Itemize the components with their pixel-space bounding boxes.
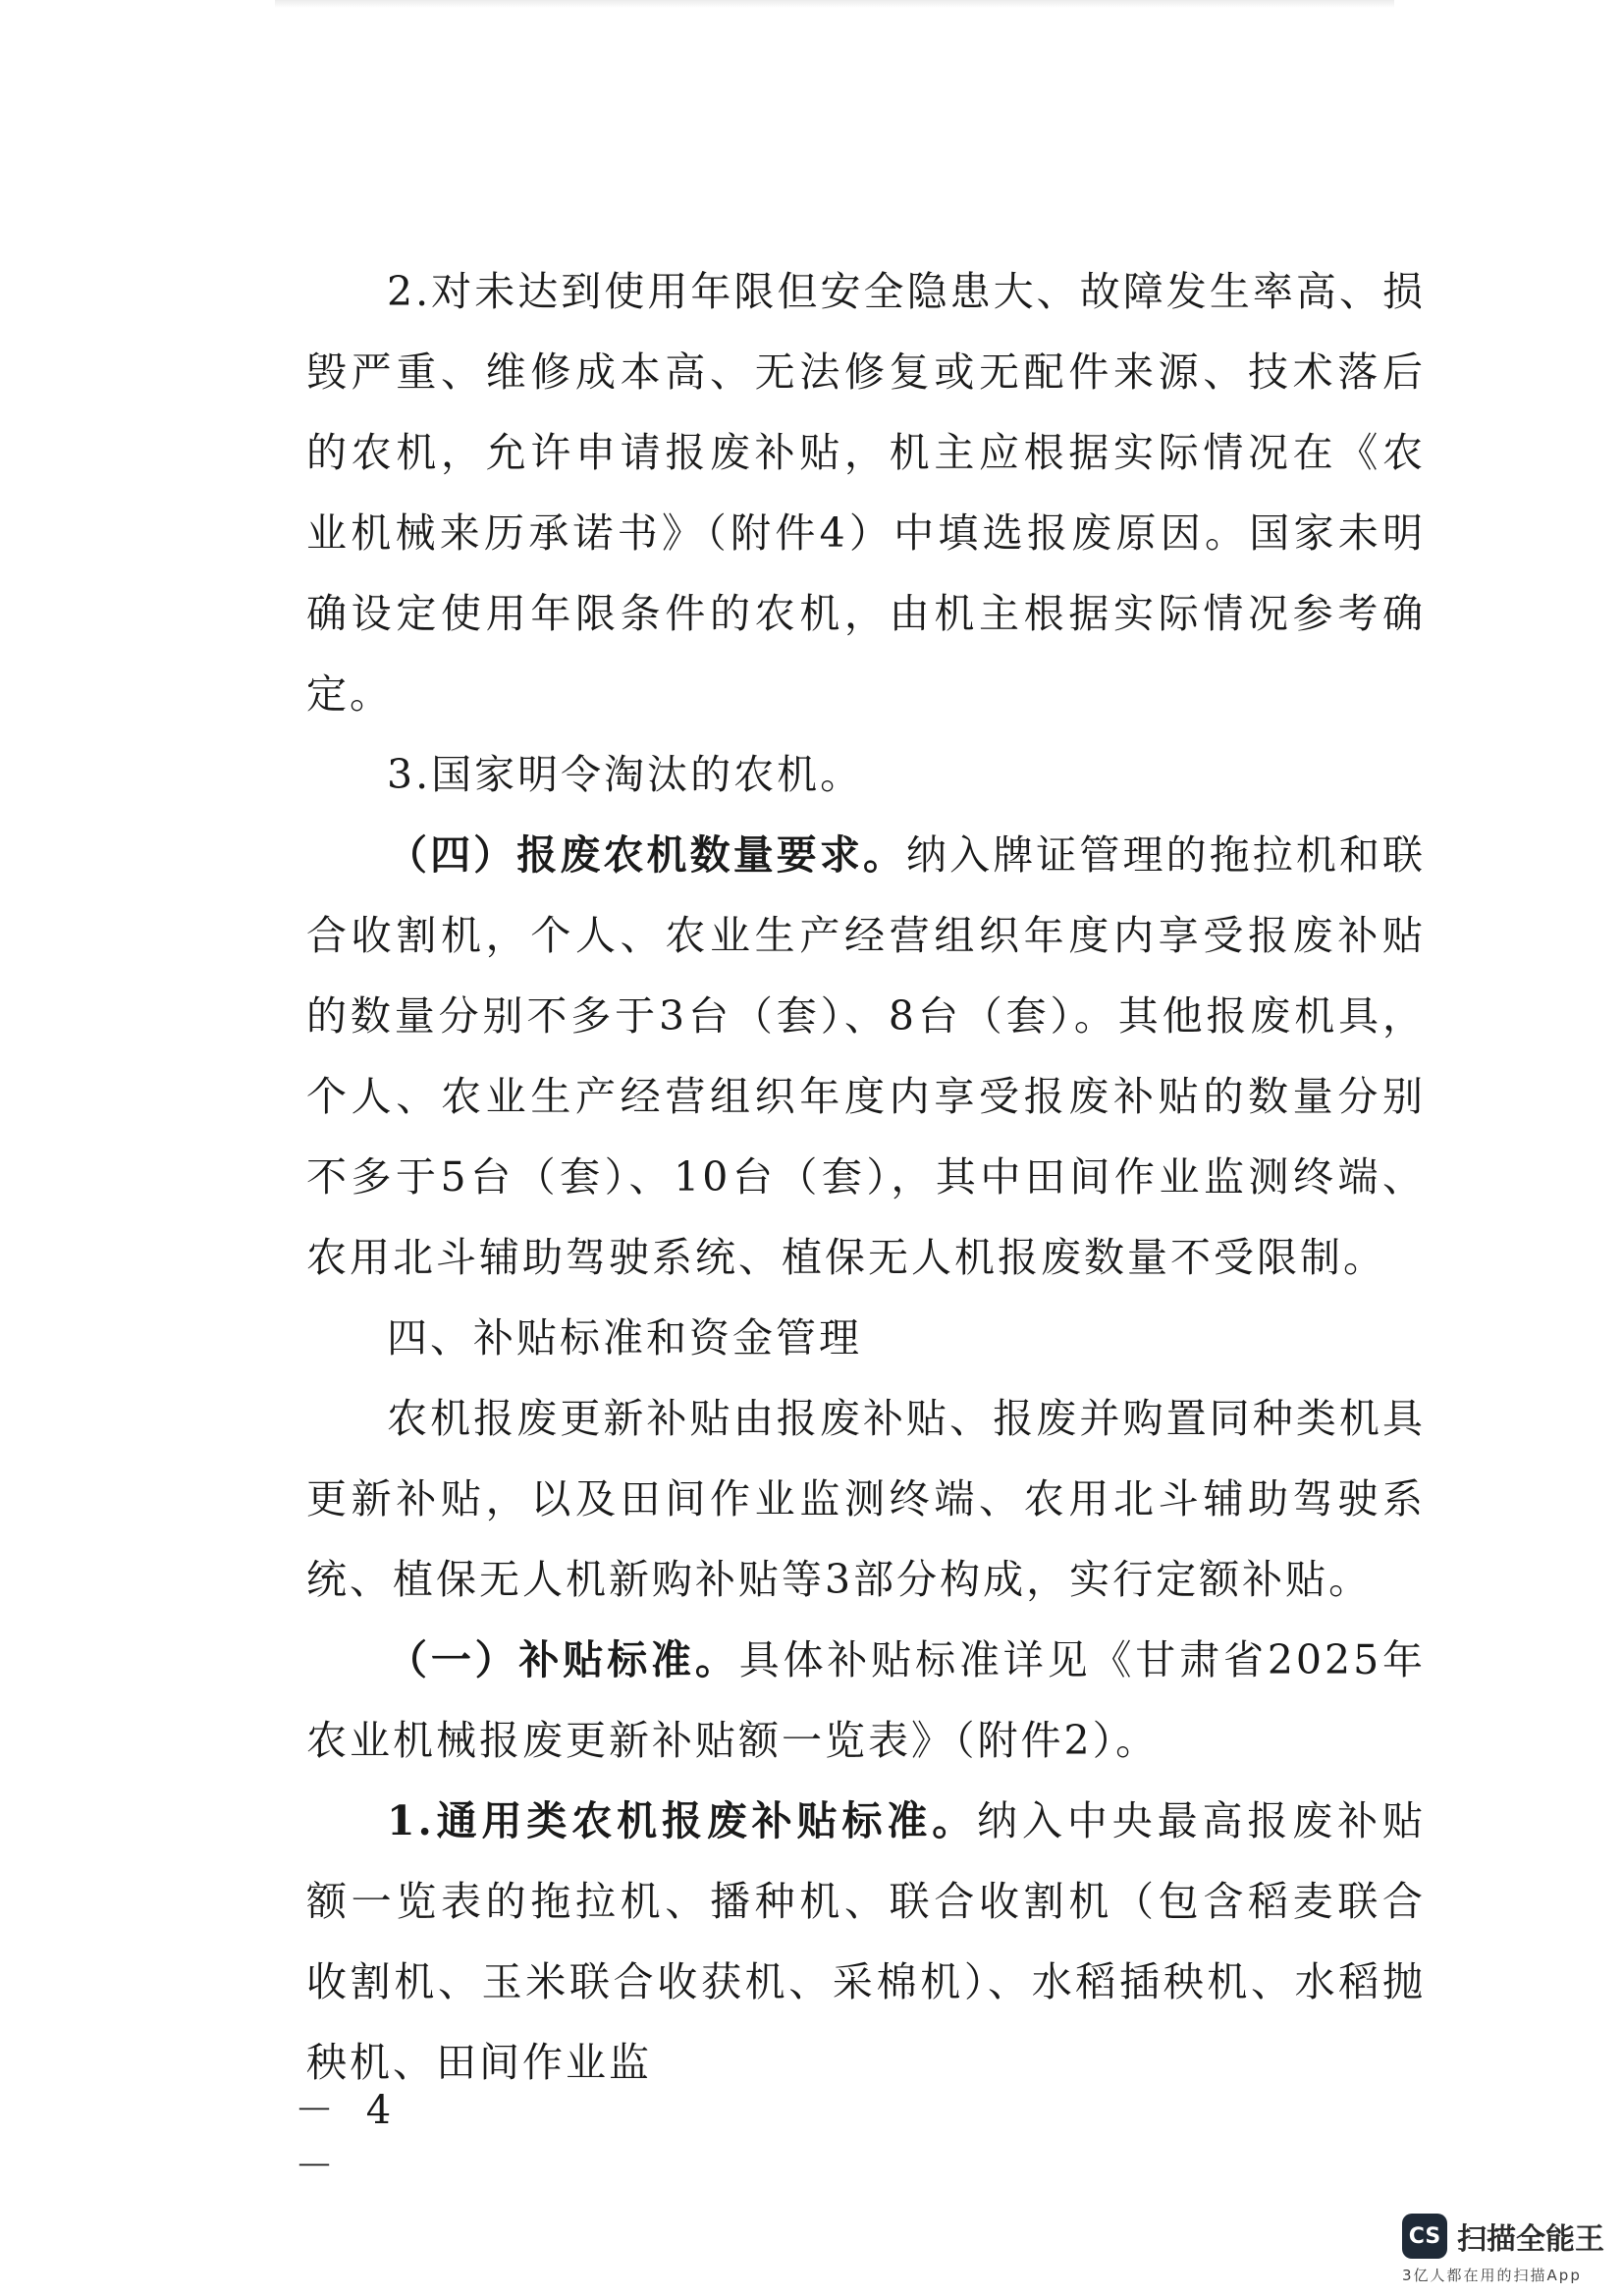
paragraph-subsidy-composition: 农机报废更新补贴由报废补贴、报废并购置同种类机具更新补贴，以及田间作业监测终端、农用北斗辅助驾驶系统、植保无人机新购补贴等3部分构成，实行定额补贴。: [306, 1395, 1426, 1603]
paragraph-scrap-condition-3: 3.国家明令淘汰的农机。: [387, 751, 864, 798]
section-heading-subsidy: 四、补贴标准和资金管理: [387, 1314, 862, 1362]
watermark-app-name: 扫描全能王: [1457, 2222, 1604, 2257]
page-number: － 4 －: [295, 2088, 402, 2189]
paragraph-general-machinery-standard: 1.通用类农机报废补贴标准。纳入中央最高报废补贴额一览表的拖拉机、播种机、联合收割机（包含稻麦联合收割机、玉米联合收获机、采棉机）、水稻插秧机、水稻抛秧机、田间作业监: [306, 1797, 1426, 2086]
scanner-watermark: [1402, 2214, 1618, 2292]
document-body: [306, 251, 1426, 2103]
camscanner-logo-icon: CS: [1402, 2214, 1447, 2259]
paragraph-scrap-quantity: （四）报废农机数量要求。纳入牌证管理的拖拉机和联合收割机，个人、农业生产经营组织年度内享受报废补贴的数量分别不多于3台（套）、8台（套）。其他报废机具，个人、农业生产经营组织年度内享受报废补贴的数量分别不多于5台（套）、10台（套），其中田间作业监测终端、农用北斗辅助驾驶系统、植保无人机报废数量不受限制。: [306, 831, 1427, 1281]
watermark-tagline: 3亿人都在用的扫描App: [1402, 2267, 1582, 2284]
paragraph-scrap-condition-2: 2.对未达到使用年限但安全隐患大、故障发生率高、损毁严重、维修成本高、无法修复或无配件来源、技术落后的农机，允许申请报废补贴，机主应根据实际情况在《农业机械来历承诺书》（附件4）中填选报废原因。国家未明确设定使用年限条件的农机，由机主根据实际情况参考确定。: [306, 268, 1426, 718]
paragraph-subsidy-standard: （一）补贴标准。具体补贴标准详见《甘肃省2025年农业机械报废更新补贴额一览表》（附件2）。: [306, 1636, 1427, 1764]
scan-edge-shadow: [275, 0, 1394, 8]
